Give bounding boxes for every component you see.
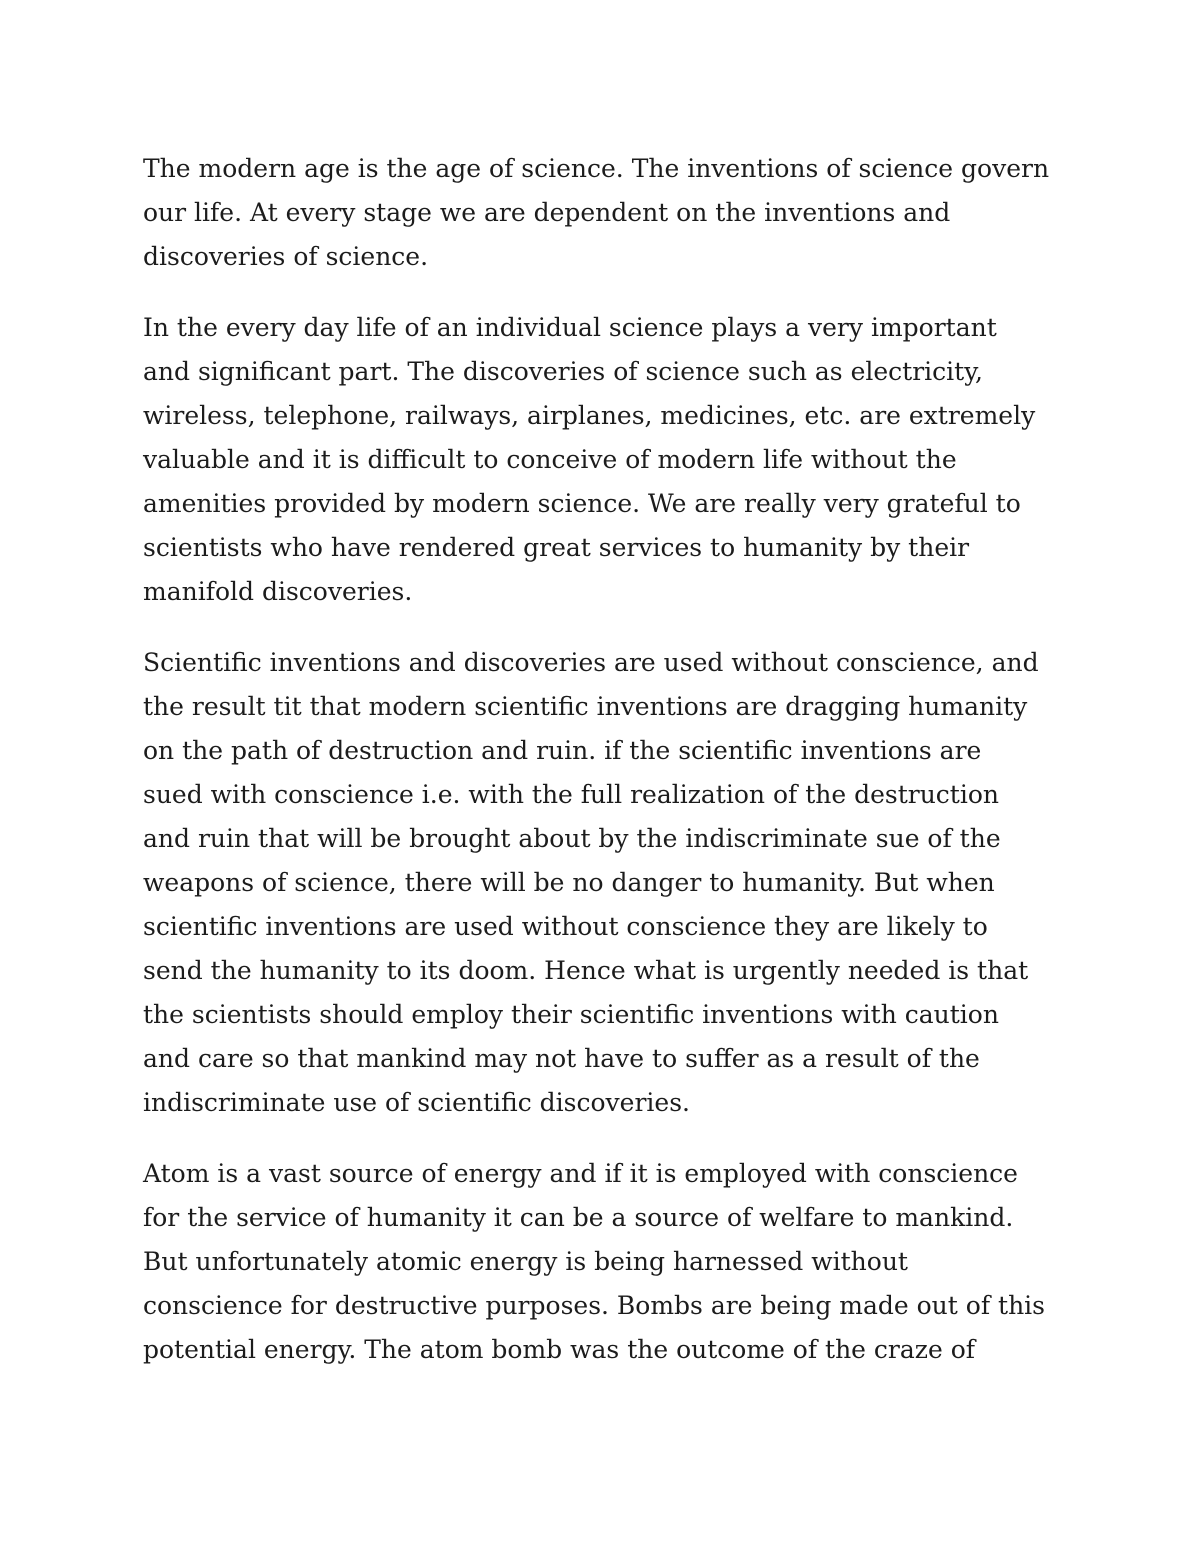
text-line: and significant part. The discoveries of science such as electricity, (143, 357, 983, 386)
text-line: weapons of science, there will be no danger to humanity. But when (143, 868, 995, 897)
text-line: potential energy. The atom bomb was the outcome of the craze of (143, 1335, 975, 1364)
text-line: the scientists should employ their scientific inventions with caution (143, 1000, 999, 1029)
text-line: amenities provided by modern science. We are really very grateful to (143, 489, 1021, 518)
text-line: wireless, telephone, railways, airplanes, medicines, etc. are extremely (143, 401, 1036, 430)
text-line: on the path of destruction and ruin. if the scientific inventions are (143, 736, 982, 765)
paragraph-2 (143, 306, 1073, 614)
document-body (143, 147, 1073, 1399)
text-line: the result tit that modern scientific inventions are dragging humanity (143, 692, 1028, 721)
text-line: But unfortunately atomic energy is being harnessed without (143, 1247, 908, 1276)
text-line: manifold discoveries. (143, 577, 413, 606)
text-line: conscience for destructive purposes. Bombs are being made out of this (143, 1291, 1045, 1320)
text-line: Atom is a vast source of energy and if it is employed with conscience (143, 1159, 1018, 1188)
text-line: The modern age is the age of science. The inventions of science govern (143, 154, 1050, 183)
text-line: and care so that mankind may not have to suffer as a result of the (143, 1044, 980, 1073)
text-line: In the every day life of an individual science plays a very important (143, 313, 997, 342)
text-line: valuable and it is difficult to conceive of modern life without the (143, 445, 957, 474)
text-line: indiscriminate use of scientific discoveries. (143, 1088, 690, 1117)
text-line: send the humanity to its doom. Hence what is urgently needed is that (143, 956, 1029, 985)
text-line: scientists who have rendered great services to humanity by their (143, 533, 970, 562)
text-line: discoveries of science. (143, 242, 429, 271)
paragraph-4 (143, 1152, 1073, 1372)
paragraph-1 (143, 147, 1073, 279)
text-line: and ruin that will be brought about by the indiscriminate sue of the (143, 824, 1001, 853)
text-line: scientific inventions are used without conscience they are likely to (143, 912, 988, 941)
text-line: for the service of humanity it can be a source of welfare to mankind. (143, 1203, 1014, 1232)
paragraph-3 (143, 641, 1073, 1125)
text-line: Scientific inventions and discoveries are used without conscience, and (143, 648, 1039, 677)
text-line: sued with conscience i.e. with the full realization of the destruction (143, 780, 1000, 809)
text-line: our life. At every stage we are dependent on the inventions and (143, 198, 951, 227)
